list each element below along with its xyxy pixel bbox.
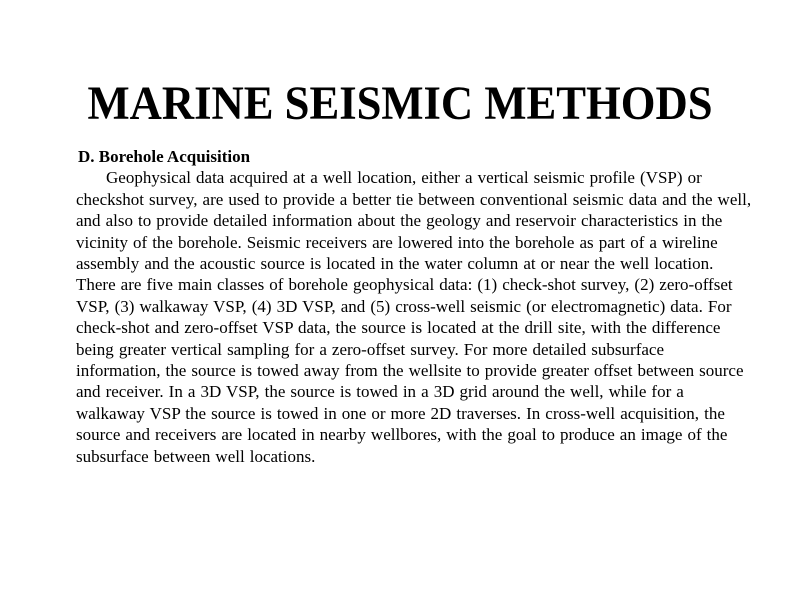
body-content-block <box>76 146 776 467</box>
body-line: assembly and the acoustic source is located in the water column at or near the well location. <box>76 254 714 274</box>
body-line: There are five main classes of borehole geophysical data: (1) check-shot survey, (2) zero-offset <box>76 275 733 295</box>
body-line: being greater vertical sampling for a zero-offset survey. For more detailed subsurface <box>76 339 664 359</box>
body-line: information, the source is towed away from the wellsite to provide greater offset between source <box>76 361 744 381</box>
body-line: VSP, (3) walkaway VSP, (4) 3D VSP, and (5) cross-well seismic (or electromagnetic) data. For <box>76 296 732 316</box>
body-paragraph <box>76 167 776 467</box>
body-line: walkaway VSP the source is towed in one or more 2D traverses. In cross-well acquisition, the <box>76 403 725 423</box>
body-line: vicinity of the borehole. Seismic receivers are lowered into the borehole as part of a wireline <box>76 232 718 252</box>
body-line: subsurface between well locations. <box>76 446 316 466</box>
body-line: Geophysical data acquired at a well location, either a vertical seismic profile (VSP) or <box>106 168 702 188</box>
body-line: source and receivers are located in nearby wellbores, with the goal to produce an image of the <box>76 425 728 445</box>
body-line: and also to provide detailed information about the geology and reservoir characteristics in the <box>76 211 723 231</box>
body-line: checkshot survey, are used to provide a better tie between conventional seismic data and the well, <box>76 189 752 209</box>
section-heading: D. Borehole Acquisition <box>78 147 251 166</box>
slide-title: MARINE SEISMIC METHODS <box>87 77 713 131</box>
body-line: and receiver. In a 3D VSP, the source is towed in a 3D grid around the well, while for a <box>76 382 684 402</box>
body-line: check-shot and zero-offset VSP data, the source is located at the drill site, with the difference <box>76 318 721 338</box>
